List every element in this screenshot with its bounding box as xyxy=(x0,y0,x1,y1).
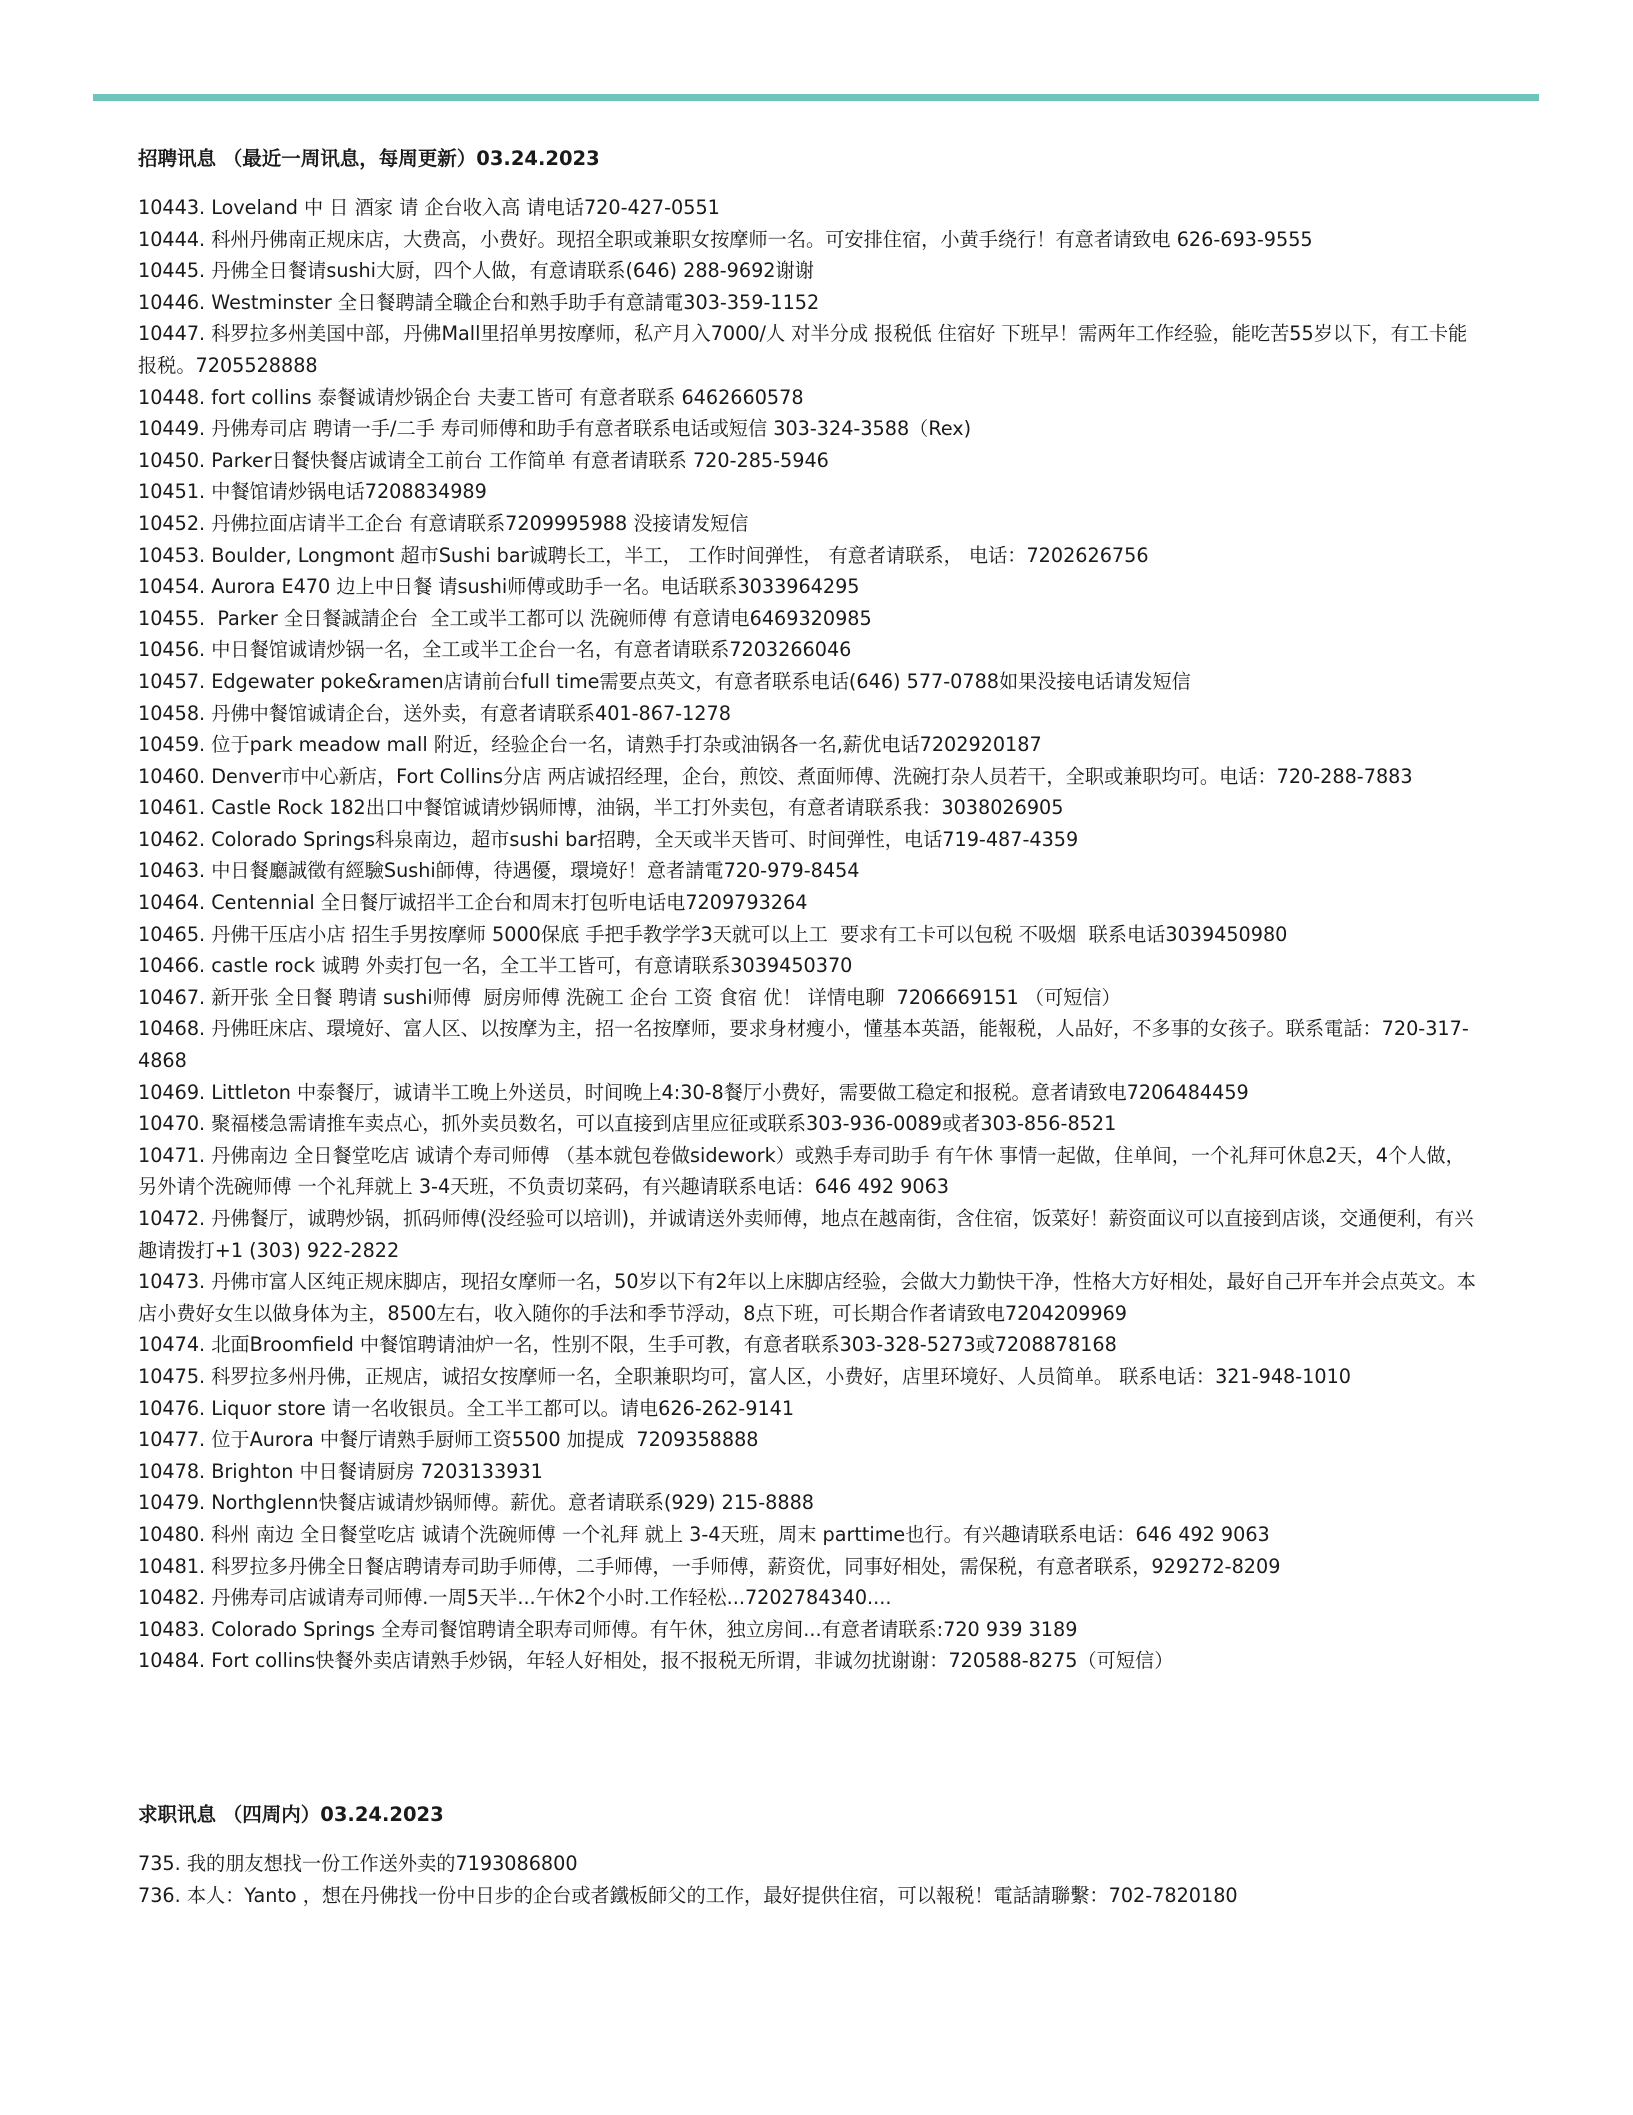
hiring-entry: 10466. castle rock 诚聘 外卖打包一名，全工半工皆可，有意请联系3039450370 xyxy=(138,954,853,978)
hiring-list xyxy=(138,192,1478,1677)
hiring-entry: 10444. 科州丹佛南正规床店，大费高，小费好。现招全职或兼职女按摩师一名。可安排住宿，小黄手绕行！有意者请致电 626-693-9555 xyxy=(138,227,1313,251)
seeking-entry: 736. 本人：Yanto ，想在丹佛找一份中日步的企台或者鐵板師父的工作，最好提供住宿，可以報税！電話請聯繫：702-7820180 xyxy=(138,1883,1238,1907)
hiring-entry: 10462. Colorado Springs科泉南边，超市sushi bar招聘，全天或半天皆可、时间弹性，电话719-487-4359 xyxy=(138,827,1079,851)
hiring-entry: 10482. 丹佛寿司店诚请寿司师傅.一周5天半...午休2个小时.工作轻松...7202784340.... xyxy=(138,1586,892,1610)
seeking-section-title: 求职讯息 （四周内）03.24.2023 xyxy=(138,1803,444,1826)
hiring-entry: 10452. 丹佛拉面店请半工企台 有意请联系7209995988 没接请发短信 xyxy=(138,511,749,535)
hiring-entry: 10484. Fort collins快餐外卖店请熟手炒锅，年轻人好相处，报不报税无所谓，非诚勿扰谢谢：720588-8275（可短信） xyxy=(138,1649,1174,1673)
hiring-entry: 10481. 科罗拉多丹佛全日餐店聘请寿司助手师傅，二手师傅，一手师傅，薪资优，同事好相处，需保税，有意者联系，929272-8209 xyxy=(138,1554,1281,1578)
hiring-entry: 10450. Parker日餐快餐店诚请全工前台 工作简单 有意者请联系 720-285-5946 xyxy=(138,448,829,472)
hiring-entry: 10469. Littleton 中泰餐厅，诚请半工晚上外送员，时间晚上4:30-8餐厅小费好，需要做工稳定和报税。意者请致电7206484459 xyxy=(138,1080,1249,1104)
hiring-entry: 10464. Centennial 全日餐厅诚招半工企台和周末打包听电话电7209793264 xyxy=(138,891,808,915)
hiring-entry: 10455. Parker 全日餐誠請企台 全工或半工都可以 洗碗师傅 有意请电6469320985 xyxy=(138,606,872,630)
hiring-entry: 10445. 丹佛全日餐请sushi大厨，四个人做，有意请联系(646) 288-9692谢谢 xyxy=(138,259,814,283)
hiring-entry: 10461. Castle Rock 182出口中餐馆诚请炒锅师博，油锅，半工打外卖包，有意者请联系我：3038026905 xyxy=(138,796,1064,820)
hiring-entry: 10451. 中餐馆请炒锅电话7208834989 xyxy=(138,480,487,504)
hiring-entry: 10483. Colorado Springs 全寿司餐馆聘请全职寿司师傅。有午休，独立房间...有意者请联系:720 939 3189 xyxy=(138,1617,1078,1641)
hiring-entry: 10463. 中日餐廳誠徵有經驗Sushi師傅，待遇優，環境好！意者請電720-979-8454 xyxy=(138,859,860,883)
hiring-entry: 10454. Aurora E470 边上中日餐 请sushi师傅或助手一名。电话联系3033964295 xyxy=(138,575,860,599)
hiring-entry: 10457. Edgewater poke&ramen店请前台full time需要点英文，有意者联系电话(646) 577-0788如果没接电话请发短信 xyxy=(138,669,1191,693)
seeking-entry: 735. 我的朋友想找一份工作送外卖的7193086800 xyxy=(138,1852,578,1875)
hiring-entry: 10471. 丹佛南边 全日餐堂吃店 诚请个寿司师傅 （基本就包卷做sidework）或熟手寿司助手 有午休 事情一起做，住单间，一个礼拜可休息2天，4个人做，另外请个洗碗师傅 一个礼拜就上 3-4天班，不负责切菜码，有兴趣请联系电话：646 492 9063 xyxy=(138,1143,1465,1199)
hiring-entry: 10476. Liquor store 请一名收银员。全工半工都可以。请电626-262-9141 xyxy=(138,1396,795,1420)
hiring-entry: 10477. 位于Aurora 中餐厅请熟手厨师工资5500 加提成 7209358888 xyxy=(138,1428,759,1452)
hiring-entry: 10467. 新开张 全日餐 聘请 sushi师傅 厨房师傅 洗碗工 企台 工资 食宿 优！ 详情电聊 7206669151 （可短信） xyxy=(138,985,1121,1009)
seeking-list xyxy=(138,1848,1478,1911)
hiring-entry: 10470. 聚福楼急需请推车卖点心，抓外卖员数名，可以直接到店里应征或联系303-936-0089或者303-856-8521 xyxy=(138,1112,1117,1136)
hiring-entry: 10453. Boulder, Longmont 超市Sushi bar诚聘长工，半工， 工作时间弹性， 有意者请联系， 电话：7202626756 xyxy=(138,543,1149,567)
hiring-entry: 10460. Denver市中心新店，Fort Collins分店 两店诚招经理，企台，煎饺、煮面师傅、洗碗打杂人员若干，全职或兼职均可。电话：720-288-7883 xyxy=(138,764,1413,788)
hiring-entry: 10480. 科州 南边 全日餐堂吃店 诚请个洗碗师傅 一个礼拜 就上 3-4天班，周末 parttime也行。有兴趣请联系电话：646 492 9063 xyxy=(138,1522,1270,1546)
hiring-entry: 10458. 丹佛中餐馆诚请企台，送外卖，有意者请联系401-867-1278 xyxy=(138,701,731,725)
hiring-entry: 10459. 位于park meadow mall 附近，经验企台一名，请熟手打杂或油锅各一名,薪优电话7202920187 xyxy=(138,733,1042,757)
hiring-entry: 10473. 丹佛市富人区纯正规床脚店，现招女摩师一名，50岁以下有2年以上床脚店经验，会做大力勤快干净，性格大方好相处，最好自己开车并会点英文。本店小费好女生以做身体为主，8500左右，收入随你的手法和季节浮动，8点下班，可长期合作者请致电7204209969 xyxy=(138,1270,1476,1325)
hiring-entry: 10475. 科罗拉多州丹佛，正规店，诚招女按摩师一名，全职兼职均可，富人区，小费好，店里环境好、人员简单。 联系电话：321-948-1010 xyxy=(138,1364,1352,1388)
hiring-entry: 10465. 丹佛干压店小店 招生手男按摩师 5000保底 手把手教学学3天就可以上工 要求有工卡可以包税 不吸烟 联系电话3039450980 xyxy=(138,922,1288,946)
hiring-entry: 10448. fort collins 泰餐诚请炒锅企台 夫妻工皆可 有意者联系 6462660578 xyxy=(138,385,804,409)
hiring-entry: 10474. 北面Broomfield 中餐馆聘请油炉一名，性别不限，生手可教，有意者联系303-328-5273或7208878168 xyxy=(138,1333,1117,1357)
hiring-entry: 10478. Brighton 中日餐请厨房 7203133931 xyxy=(138,1459,543,1483)
hiring-section-title: 招聘讯息 （最近一周讯息，每周更新）03.24.2023 xyxy=(138,147,600,170)
header-divider xyxy=(93,94,1539,101)
hiring-entry: 10456. 中日餐馆诚请炒锅一名，全工或半工企台一名，有意者请联系7203266046 xyxy=(138,638,852,662)
hiring-entry: 10443. Loveland 中 日 酒家 请 企台收入高 请电话720-427-0551 xyxy=(138,196,720,219)
hiring-section xyxy=(138,141,1478,1677)
hiring-entry: 10472. 丹佛餐厅，诚聘炒锅，抓码师傅(没经验可以培训)，并诚请送外卖师傅，地点在越南街，含住宿，饭菜好！薪资面议可以直接到店谈，交通便利，有兴趣请拨打+1 (303) 922-2822 xyxy=(138,1207,1474,1262)
hiring-entry: 10479. Northglenn快餐店诚请炒锅师傅。薪优。意者请联系(929) 215-8888 xyxy=(138,1491,814,1515)
job-seeking-section xyxy=(138,1797,1478,1911)
hiring-entry: 10447. 科罗拉多州美国中部，丹佛Mall里招单男按摩师，私产月入7000/人 对半分成 报税低 住宿好 下班早！需两年工作经验，能吃苦55岁以下，有工卡能报税。7205528888 xyxy=(138,322,1468,377)
hiring-entry: 10446. Westminster 全日餐聘請全職企台和熟手助手有意請電303-359-1152 xyxy=(138,290,820,314)
hiring-entry: 10449. 丹佛寿司店 聘请一手/二手 寿司师傅和助手有意者联系电话或短信 303-324-3588（Rex) xyxy=(138,417,972,441)
hiring-entry: 10468. 丹佛旺床店、環境好、富人区、以按摩为主，招一名按摩师，要求身材瘦小，懂基本英語，能報税，人品好，不多事的女孩子。联系電話：720-317-4868 xyxy=(138,1017,1469,1073)
